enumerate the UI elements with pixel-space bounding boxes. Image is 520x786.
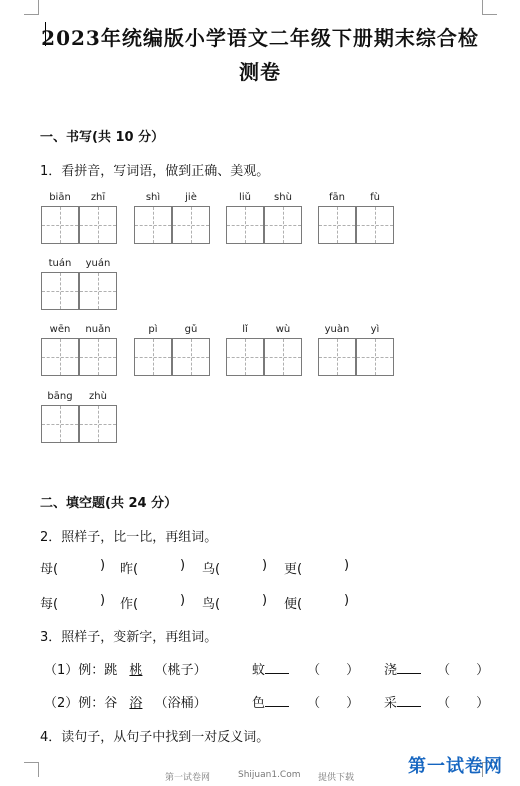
char-cell [41, 258, 79, 308]
word-grid-group [41, 391, 117, 441]
word-grid-group [134, 192, 210, 242]
pinyin-label: bāng [47, 391, 73, 402]
word-grid-group [134, 324, 210, 374]
tianzi-writing-box[interactable] [79, 272, 117, 310]
char-cell [318, 192, 356, 242]
pinyin-label: lǐ [242, 324, 248, 335]
pinyin-label: pì [148, 324, 158, 335]
char-cell [134, 324, 172, 374]
answer-paren-close[interactable]: ) [262, 558, 268, 573]
tianzi-writing-box[interactable] [172, 338, 210, 376]
char-cell [79, 258, 117, 308]
page-title-line1: 2023年统编版小学语文二年级下册期末综合检 [41, 26, 479, 50]
tianzi-writing-box[interactable] [134, 338, 172, 376]
answer-paren[interactable]: （ ） [437, 663, 490, 678]
char-cell [172, 192, 210, 242]
answer-paren-close[interactable]: ) [262, 593, 268, 608]
answer-paren-close[interactable]: ) [344, 593, 350, 608]
char-cell [79, 324, 117, 374]
tianzi-writing-box[interactable] [226, 338, 264, 376]
char-cell [172, 324, 210, 374]
word-grid-group [226, 192, 302, 242]
compare-char-item: 更( [284, 562, 303, 577]
q3-2-item-b: 采 （ ） [384, 696, 490, 711]
q3-2-item-a: 色 （ ） [252, 696, 360, 711]
tianzi-writing-box[interactable] [318, 338, 356, 376]
char-cell [226, 192, 264, 242]
compare-char-item: 作( [120, 597, 139, 612]
pinyin-label: wēn [49, 324, 71, 335]
pinyin-label: fù [370, 192, 380, 203]
compare-char-item: 每( [40, 597, 59, 612]
word-grid-group [41, 258, 117, 308]
tianzi-writing-box[interactable] [134, 206, 172, 244]
answer-paren-close[interactable]: ) [344, 558, 350, 573]
answer-paren[interactable]: （ ） [307, 696, 360, 711]
char-cell [41, 391, 79, 441]
answer-paren[interactable]: （ ） [307, 663, 360, 678]
pinyin-label: yuàn [324, 324, 350, 335]
pinyin-label: wù [275, 324, 291, 335]
char-cell [356, 192, 394, 242]
answer-paren-close[interactable]: ) [100, 558, 106, 573]
corner-mark-bl [24, 762, 39, 777]
char-cell [318, 324, 356, 374]
pinyin-label: biān [49, 192, 71, 203]
pinyin-label: jiè [185, 192, 197, 203]
tianzi-writing-box[interactable] [172, 206, 210, 244]
answer-blank[interactable] [397, 694, 421, 707]
tianzi-writing-box[interactable] [356, 206, 394, 244]
question-1: 1．看拼音，写词语，做到正确、美观。 [40, 164, 270, 179]
compare-char-item: 乌( [202, 562, 221, 577]
tianzi-writing-box[interactable] [41, 206, 79, 244]
word-grid-group [41, 192, 117, 242]
answer-blank[interactable] [265, 694, 289, 707]
char-cell [134, 192, 172, 242]
q3-2-prefix: （2）例：谷 [44, 696, 118, 711]
tianzi-writing-box[interactable] [79, 338, 117, 376]
char-cell [41, 192, 79, 242]
char-cell [41, 324, 79, 374]
corner-mark-tr [482, 0, 497, 15]
word-grid-group [41, 324, 117, 374]
answer-paren-close[interactable]: ) [100, 593, 106, 608]
word-grid-group [318, 324, 394, 374]
char-cell [356, 324, 394, 374]
tianzi-writing-box[interactable] [79, 405, 117, 443]
tianzi-writing-box[interactable] [318, 206, 356, 244]
tianzi-writing-box[interactable] [356, 338, 394, 376]
q3-example-1 [44, 659, 207, 678]
tianzi-writing-box[interactable] [264, 338, 302, 376]
compare-char-item: 昨( [120, 562, 139, 577]
footer-left: 第一试卷网 [165, 773, 211, 783]
pinyin-label: shù [274, 192, 292, 203]
tianzi-writing-box[interactable] [79, 206, 117, 244]
answer-blank[interactable] [265, 661, 289, 674]
word-grid-group [226, 324, 302, 374]
pinyin-label: zhù [89, 391, 107, 402]
q3-2-new-char: 浴 [129, 696, 143, 711]
q3-1-new-char: 桃 [129, 663, 143, 678]
pinyin-label: liǔ [239, 192, 251, 203]
tianzi-writing-box[interactable] [264, 206, 302, 244]
tianzi-writing-box[interactable] [226, 206, 264, 244]
section1-heading: 一、书写(共 10 分） [40, 130, 165, 145]
pinyin-label: fān [329, 192, 345, 203]
q3-1-item-a: 蚊 （ ） [252, 663, 360, 678]
pinyin-label: gǔ [184, 324, 198, 335]
tianzi-writing-box[interactable] [41, 272, 79, 310]
brand-logo-text: 第一试卷网 [408, 756, 503, 777]
tianzi-writing-box[interactable] [41, 338, 79, 376]
q3-example-2 [44, 692, 207, 711]
answer-paren-close[interactable]: ) [180, 558, 186, 573]
question-3: 3．照样子，变新字，再组词。 [40, 630, 218, 645]
corner-mark-tl [24, 0, 39, 15]
q3-1-item-b: 浇 （ ） [384, 663, 490, 678]
word-grid-group [318, 192, 394, 242]
q3-1-prefix: （1）例：跳 [44, 663, 118, 678]
pinyin-label: yuán [85, 258, 111, 269]
section2-heading: 二、填空题(共 24 分） [40, 496, 178, 511]
pinyin-label: shì [145, 192, 161, 203]
footer-right: 提供下载 [318, 773, 355, 783]
compare-char-item: 鸟( [202, 597, 221, 612]
compare-char-item: 母( [40, 562, 59, 577]
pinyin-label: tuán [48, 258, 72, 269]
question-2: 2．照样子，比一比，再组词。 [40, 530, 218, 545]
page-title-line2: 测卷 [239, 60, 281, 84]
footer-mid: Shijuan1.Com [238, 770, 301, 780]
char-cell [264, 324, 302, 374]
q3-1-word: （桃子） [154, 663, 207, 678]
pinyin-label: yì [370, 324, 380, 335]
answer-paren-close[interactable]: ) [180, 593, 186, 608]
tianzi-writing-box[interactable] [41, 405, 79, 443]
q3-2-word: （浴桶） [154, 696, 207, 711]
char-cell [79, 192, 117, 242]
pinyin-label: zhī [90, 192, 106, 203]
answer-blank[interactable] [397, 661, 421, 674]
question-4: 4．读句子，从句子中找到一对反义词。 [40, 730, 270, 745]
char-cell [79, 391, 117, 441]
char-cell [226, 324, 264, 374]
answer-paren[interactable]: （ ） [437, 696, 490, 711]
char-cell [264, 192, 302, 242]
pinyin-label: nuǎn [85, 324, 111, 335]
compare-char-item: 便( [284, 597, 303, 612]
